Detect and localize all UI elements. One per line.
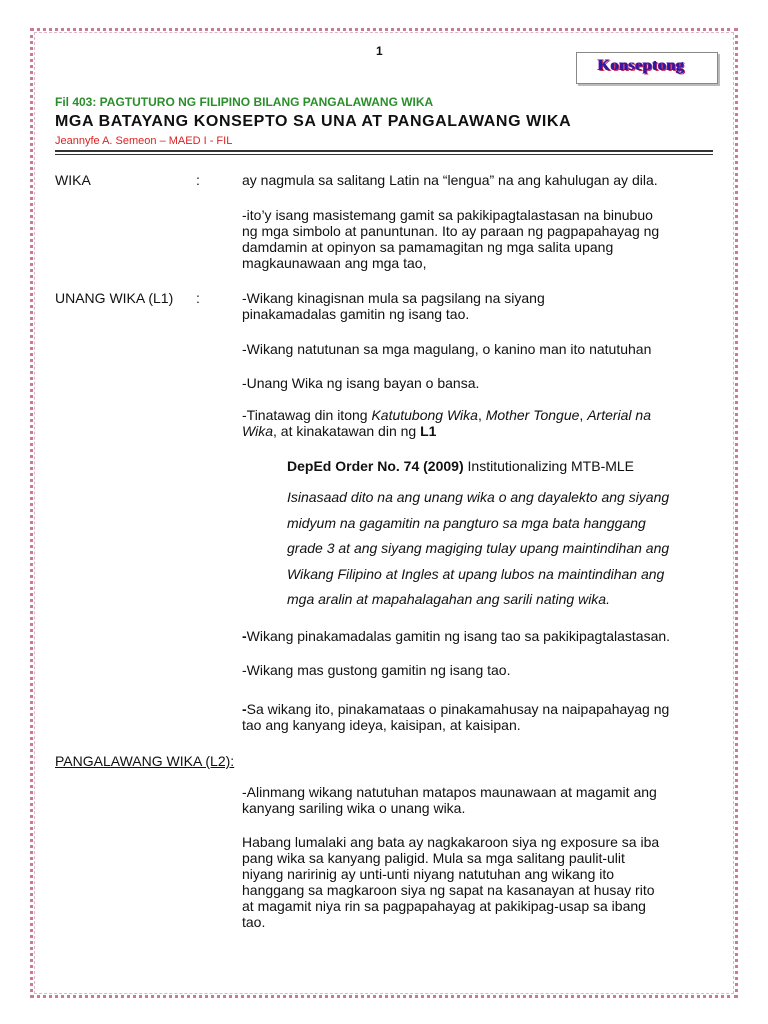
term-wika: WIKA (55, 172, 91, 188)
text-run-bold: L1 (420, 423, 437, 439)
text-line: -ito’y isang masistemang gamit sa pakikipagtalastasan na binubuo (242, 207, 653, 223)
text-line: grade 3 at ang siyang magiging tulay upang maintindihan ang (287, 540, 670, 556)
course-title: Fil 403: PAGTUTURO NG FILIPINO BILANG PANGALAWANG WIKA (55, 95, 434, 109)
text-line: Isinasaad dito na ang unang wika o ang dayalekto ang siyang (287, 489, 670, 505)
pangalawang-wika-p2 (242, 834, 659, 930)
page-number: 1 (376, 44, 383, 58)
text-line: -Wikang kinagisnan mula sa pagsilang na siyang (242, 290, 545, 306)
unang-wika-p1 (242, 290, 545, 322)
text-line: mga aralin at mapahalagahan ang sarili nating wika. (287, 591, 610, 607)
pangalawang-wika-p1 (242, 784, 657, 816)
text-run: , (477, 407, 486, 423)
text-line: hanggang sa magkaroon siya ng sapat na kasanayan at husay rito (242, 882, 655, 898)
unang-wika-p5 (242, 628, 670, 644)
text-line: pang wika sa kanyang paligid. Mula sa mga salitang paulit-ulit (242, 850, 625, 866)
text-line: Habang lumalaki ang bata ay nagkakaroon siya ng exposure sa iba (242, 834, 660, 850)
deped-order-title: Institutionalizing MTB-MLE (463, 458, 635, 474)
text-line: at magamit niya rin sa pagpapahayag at pakikipag-usap sa ibang (242, 898, 646, 914)
text-line: tao ang kanyang ideya, kaisipan, at kaisipan. (242, 717, 521, 733)
deped-order-number: DepEd Order No. 74 (2009) (287, 458, 464, 474)
wika-description (242, 207, 659, 271)
text-run-italic: Wika (242, 423, 273, 439)
text-line: niyang naririnig ay unti-unti niyang natutuhan ang wikang ito (242, 866, 615, 882)
title-rule (55, 150, 713, 152)
tag-label: Konseptong (598, 57, 685, 74)
text-run: , at kinakatawan din ng (273, 423, 421, 439)
text-line: kanyang sariling wika o unang wika. (242, 800, 466, 816)
document-title: MGA BATAYANG KONSEPTO SA UNA AT PANGALAWANG WIKA (55, 113, 572, 130)
term-colon: : (196, 290, 200, 306)
wika-definition: ay nagmula sa salitang Latin na “lengua” na ang kahulugan ay dila. (242, 172, 658, 188)
unang-wika-p2: -Wikang natutunan sa mga magulang, o kanino man ito natutuhan (242, 341, 652, 357)
text-run: Wikang pinakamadalas gamitin ng isang tao sa pakikipagtalastasan. (246, 628, 671, 644)
text-run: Sa wikang ito, pinakamataas o pinakamahusay na naipapahayag ng (246, 701, 670, 717)
term-unang-wika: UNANG WIKA (L1) (55, 290, 174, 306)
text-line: tao. (242, 914, 266, 930)
term-colon: : (196, 172, 200, 188)
unang-wika-p7 (242, 701, 669, 733)
text-run-italic: Arterial na (587, 407, 651, 423)
text-line: ng mga simbolo at panuntunan. Ito ay paraan ng pagpapahayag ng (242, 223, 660, 239)
deped-order (287, 458, 634, 474)
unang-wika-p3: -Unang Wika ng isang bayan o bansa. (242, 375, 480, 391)
text-line: Wikang Filipino at Ingles at upang lubos na maintindihan ang (287, 565, 665, 582)
unang-wika-p4 (242, 407, 651, 439)
deped-quote (287, 485, 669, 613)
text-line: damdamin at opinyon sa pamamagitan ng mga salita upang (242, 239, 614, 255)
text-run-italic: Mother Tongue (485, 407, 580, 423)
title-rule-thin (55, 154, 713, 155)
text-run-bold: - (242, 628, 247, 644)
text-run-italic: Katutubong Wika (371, 407, 478, 423)
text-line: magkaunawaan ang mga tao, (242, 255, 427, 271)
author-line: Jeannyfe A. Semeon – MAED I - FIL (55, 135, 233, 147)
text-run: -Tinatawag din itong (242, 407, 372, 423)
text-run: , (579, 407, 588, 423)
unang-wika-p6: -Wikang mas gustong gamitin ng isang tao. (242, 662, 511, 678)
term-pangalawang-wika: PANGALAWANG WIKA (L2): (55, 753, 235, 769)
text-line: midyum na gagamitin na pangturo sa mga bata hanggang (287, 514, 646, 531)
text-line: pinakamadalas gamitin ng isang tao. (242, 306, 470, 322)
text-line: -Alinmang wikang natutuhan matapos maunawaan at magamit ang (242, 784, 657, 800)
text-run-bold: - (242, 701, 247, 717)
